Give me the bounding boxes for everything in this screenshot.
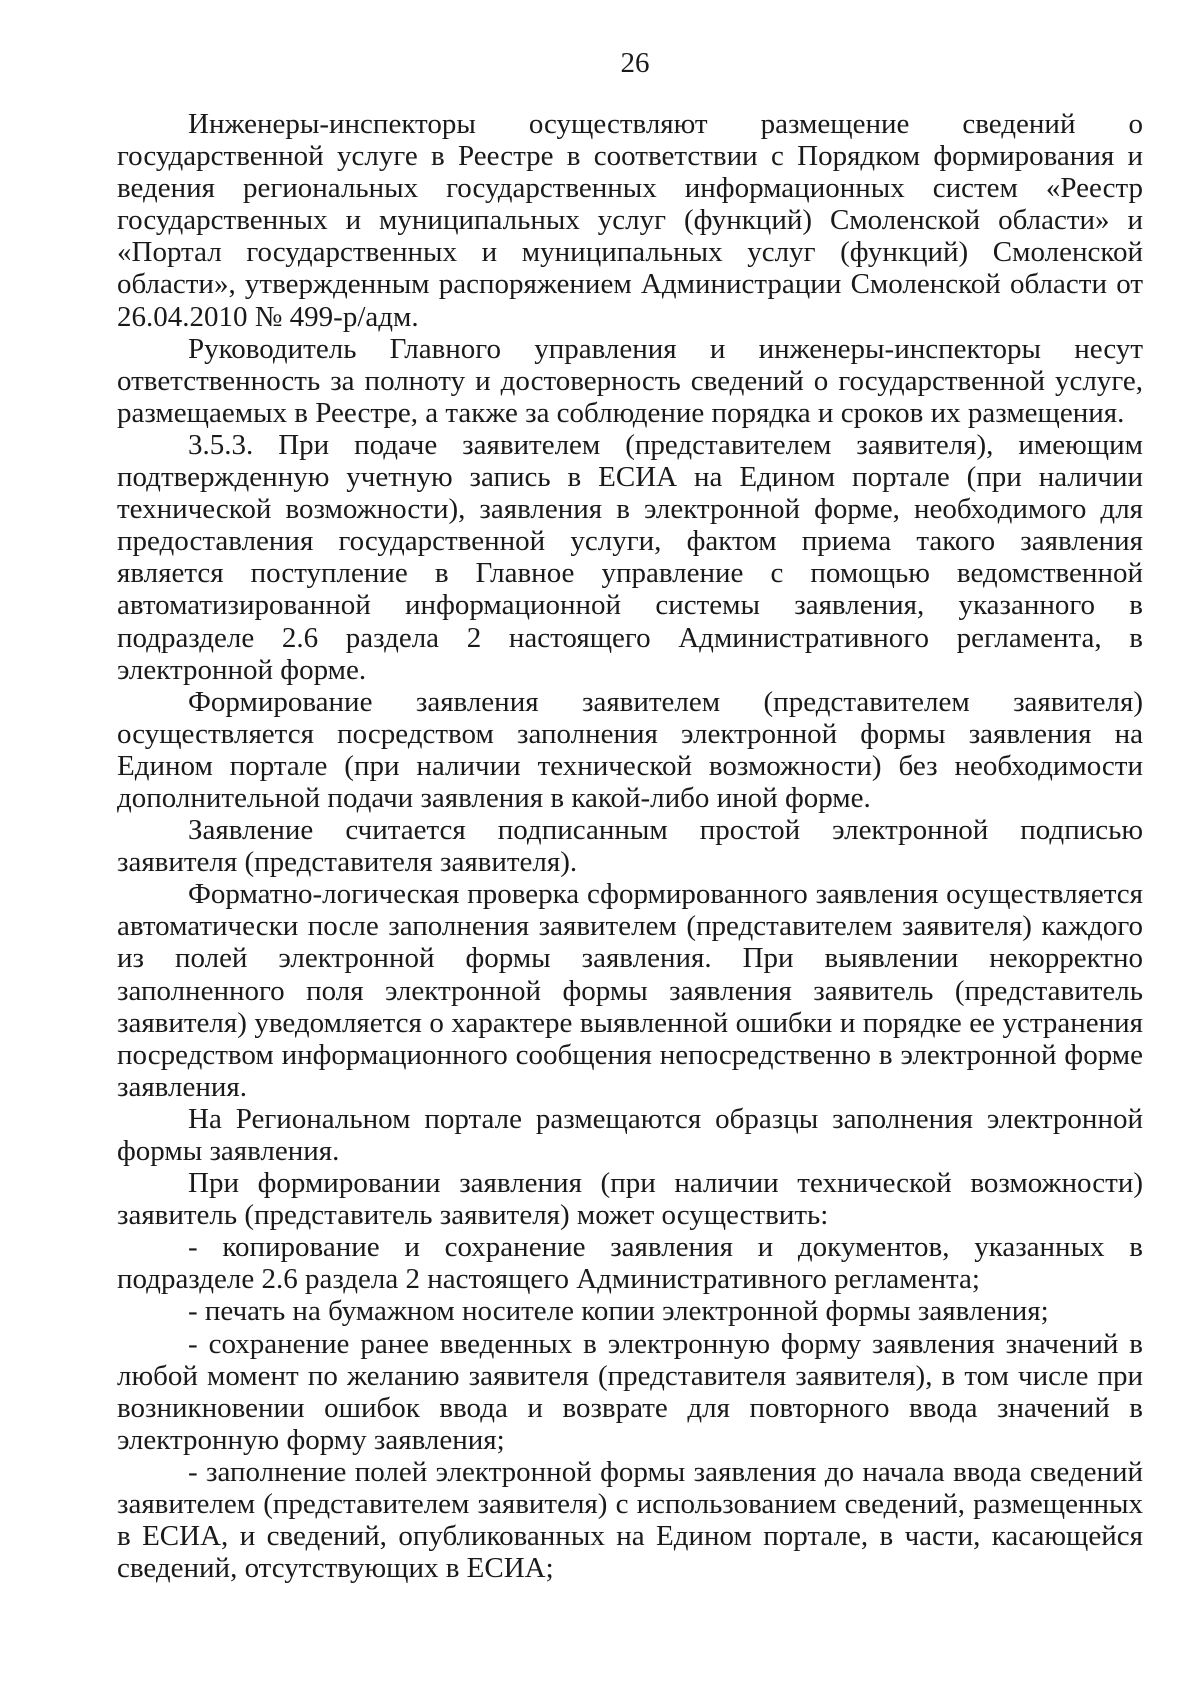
paragraph-3-5-3-submission: 3.5.3. При подаче заявителем (представителем заявителя), имеющим подтвержденную учетную запись в ЕСИА на Едином портале (при наличии технической возможности), заявления в электронной форме, необходимого для предоставления государственной услуги, фактом приема такого заявления является поступление в Главное управление с помощью ведомственной автоматизированной информационной системы заявления, указанного в подразделе 2.6 раздела 2 настоящего Административного регламента, в электронной форме. [117,428,1143,686]
paragraph-application-forming: Формирование заявления заявителем (представителем заявителя) осуществляется посредством заполнения электронной формы заявления на Едином портале (при наличии технической возможности) без необходимости дополнительной подачи заявления в какой-либо иной форме. [117,685,1143,814]
paragraph-responsibility: Руководитель Главного управления и инженеры-инспекторы несут ответственность за полноту и достоверность сведений о государственной услуге, размещаемых в Реестре, а также за соблюдение порядка и сроков их размещения. [117,332,1143,429]
paragraph-applicant-can: При формировании заявления (при наличии технической возможности) заявитель (представитель заявителя) может осуществить: [117,1167,1143,1232]
document-body [117,108,1143,1584]
paragraph-regional-portal-samples: На Региональном портале размещаются образцы заполнения электронной формы заявления. [117,1102,1143,1167]
paragraph-simple-signature: Заявление считается подписанным простой электронной подписью заявителя (представителя заявителя). [117,814,1143,879]
paragraph-format-check: Форматно-логическая проверка сформированного заявления осуществляется автоматически после заполнения заявителем (представителем заявителя) каждого из полей электронной формы заявления. При выявлении некорректно заполненного поля электронной формы заявления заявитель (представитель заявителя) уведомляется о характере выявленной ошибки и порядке ее устранения посредством информационного сообщения непосредственно в электронной форме заявления. [117,878,1143,1103]
page-number: 26 [620,47,650,79]
list-item-prefill-fields: - заполнение полей электронной формы заявления до начала ввода сведений заявителем (представителем заявителя) с использованием сведений, размещенных в ЕСИА, и сведений, опубликованных на Едином портале, в части, касающейся сведений, отсутствующих в ЕСИА; [117,1455,1143,1585]
list-item-printing: - печать на бумажном носителе копии электронной формы заявления; [188,1295,1049,1328]
paragraph-registry-placement: Инженеры-инспекторы осуществляют размещение сведений о государственной услуге в Реестре в соответствии с Порядком формирования и ведения региональных государственных информационных систем «Реестр государственных и муниципальных услуг (функций) Смоленской области» и «Портал государственных и муниципальных услуг (функций) Смоленской области», утвержденным распоряжением Администрации Смоленской области от 26.04.2010 № 499-р/адм. [117,108,1143,333]
list-item-copying: - копирование и сохранение заявления и документов, указанных в подразделе 2.6 раздела 2 настоящего Административного регламента; [117,1231,1143,1296]
list-item-saving-values: - сохранение ранее введенных в электронную форму заявления значений в любой момент по желанию заявителя (представителя заявителя), в том числе при возникновении ошибок ввода и возврате для повторного ввода значений в электронную форму заявления; [117,1327,1143,1456]
